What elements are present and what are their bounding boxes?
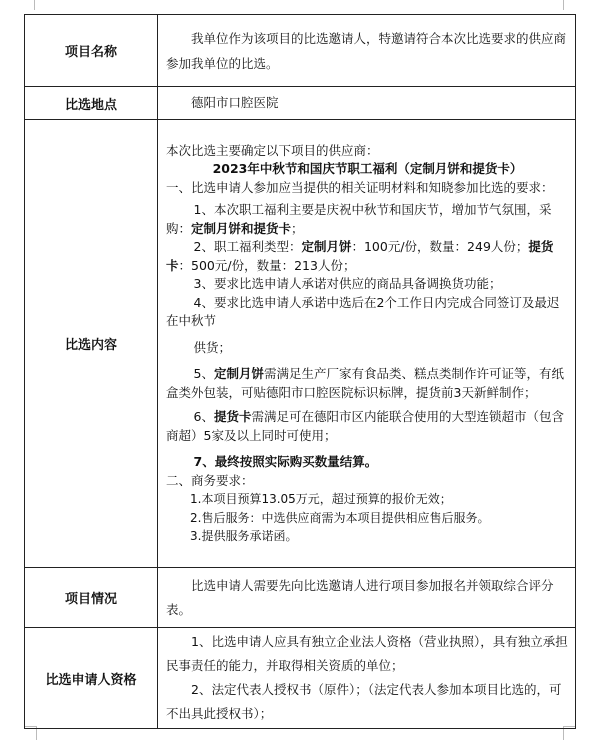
project-status-text: 比选申请人需要先向比选邀请人进行项目参加报名并领取综合评分表。 <box>166 577 554 617</box>
item-7: 7、最终按照实际购买数量结算。 <box>193 454 378 469</box>
row-project-name <box>25 15 576 87</box>
label-location: 比选地点 <box>25 87 158 120</box>
item-5: 5、定制月饼需满足生产厂家有食品类、糕点类制作许可证等，有纸盒类外包装，可贴德阳市口腔医院标识标牌，提货前3天新鲜制作； <box>166 366 564 400</box>
item-3: 3、要求比选申请人承诺对供应的商品具备调换货功能； <box>193 276 502 291</box>
content-qualification <box>158 628 576 729</box>
item-1: 1、本次职工福利主要是庆祝中秋节和国庆节，增加节气氛围，采购：定制月饼和提货卡； <box>166 202 552 236</box>
location-text: 德阳市口腔医院 <box>191 95 279 110</box>
label-project-name: 项目名称 <box>25 15 158 87</box>
section1-title: 一、比选申请人参加应当提供的相关证明材料和知晓参加比选的要求： <box>166 179 554 195</box>
row-qualification <box>25 628 576 729</box>
intro-text: 本次比选主要确定以下项目的供应商： <box>166 142 379 158</box>
crop-mark <box>563 0 564 10</box>
project-title: 2023年中秋节和国庆节职工福利（定制月饼和提货卡） <box>212 161 523 176</box>
item-4: 4、要求比选申请人承诺中选后在2个工作日内完成合同签订及最迟在中秋节 <box>166 294 560 328</box>
qualification-1: 1、比选申请人应具有独立企业法人资格（营业执照），具有独立承担民事责任的能力，并取得相关资质的单位； <box>166 634 568 673</box>
supply-text: 供货； <box>193 339 232 355</box>
row-location <box>25 87 576 120</box>
item-6: 6、提货卡需满足可在德阳市区内能联合使用的大型连锁超市（包含商超）5家及以上同时可使用； <box>166 409 564 443</box>
content-project-name <box>158 15 576 87</box>
label-content: 比选内容 <box>25 120 158 568</box>
biz-2: 2.售后服务：中选供应商需为本项目提供相应售后服务。 <box>190 510 490 525</box>
section2-title: 二、商务要求： <box>166 472 254 488</box>
content-location <box>158 87 576 120</box>
info-table <box>24 14 576 729</box>
project-name-text: 我单位作为该项目的比选邀请人，特邀请符合本次比选要求的供应商参加我单位的比选。 <box>166 30 567 71</box>
label-qualification: 比选申请人资格 <box>25 628 158 729</box>
qualification-2: 2、法定代表人授权书（原件）；（法定代表人参加本项目比选的，可不出具此授权书）； <box>166 682 562 721</box>
label-project-status: 项目情况 <box>25 568 158 628</box>
item-2: 2、职工福利类型：定制月饼：100元/份，数量：249人份；提货卡：500元/份，数量：213人份； <box>166 239 554 273</box>
biz-3: 3.提供服务承诺函。 <box>190 529 298 543</box>
content-project-status <box>158 568 576 628</box>
crop-mark <box>34 0 35 10</box>
row-content <box>25 120 576 568</box>
row-project-status <box>25 568 576 628</box>
biz-1: 1.本项目预算13.05万元，超过预算的报价无效； <box>190 492 452 506</box>
content-details <box>158 120 576 568</box>
